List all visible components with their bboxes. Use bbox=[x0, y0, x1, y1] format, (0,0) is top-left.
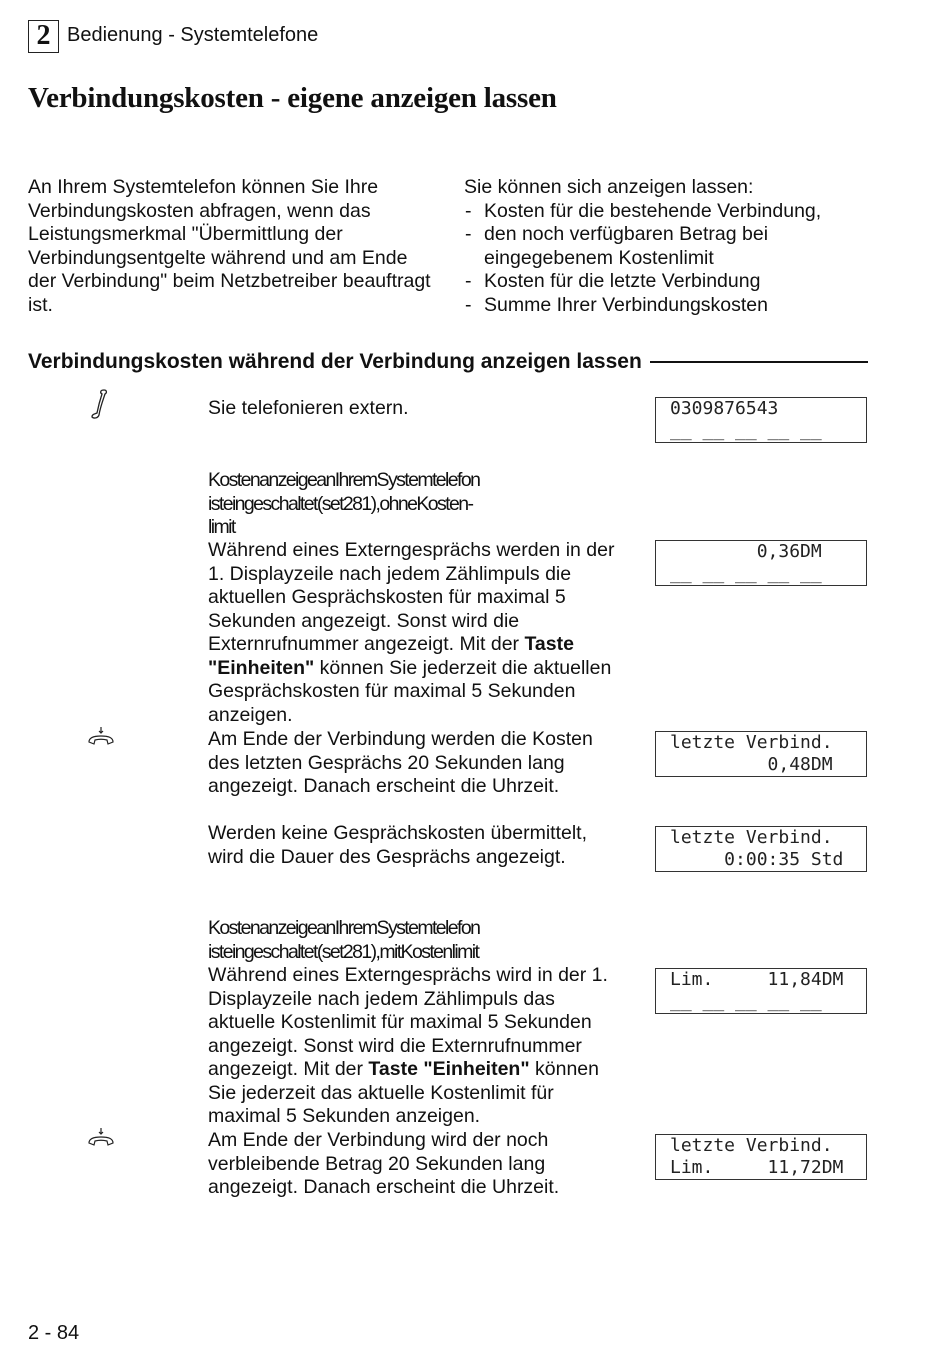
block1-text-b: können Sie jederzeit die aktuellen Gesprächskosten für maximal 5 Sekunden anzeigen. bbox=[208, 656, 612, 726]
key-units-label: Taste "Einheiten" bbox=[368, 1058, 530, 1080]
block2-text-a: Während eines Externgesprächs wird in der 1. Displayzeile nach jedem Zählimpuls das aktuelle Kostenlimit für maximal 5 Sekunden angezeigt. Sonst wird die Externrufnummer angezeigt. Mit der bbox=[208, 964, 608, 1080]
block2-condition-line: isteingeschaltet(set281),mitKostenlimit bbox=[208, 940, 479, 963]
intro-paragraph: An Ihrem Systemtelefon können Sie Ihre Verbindungskosten abfragen, wenn das Leistungsmerkmal "Übermittlung der Verbindungsentgelte während und am Ende der Verbindung" beim Netzbetreiber beauftragt ist. bbox=[28, 176, 431, 316]
list-item: - den noch verfügbaren Betrag bei eingegebenem Kostenlimit bbox=[464, 223, 884, 270]
step-extern-text: Sie telefonieren extern. bbox=[208, 397, 409, 419]
section-rule bbox=[650, 361, 868, 363]
handset-hangup-icon bbox=[86, 726, 116, 748]
display-line-1: letzte Verbind. bbox=[670, 732, 833, 753]
list-item: - Summe Ihrer Verbindungskosten bbox=[464, 294, 884, 318]
intro-options bbox=[464, 176, 884, 317]
block2-condition-line: KostenanzeigeanIhremSystemtelefon bbox=[208, 917, 480, 939]
intro-options-lead: Sie können sich anzeigen lassen: bbox=[464, 176, 754, 198]
list-item: - Kosten für die bestehende Verbindung, bbox=[464, 200, 884, 224]
display-line-2: 0,48DM bbox=[670, 754, 833, 775]
display-line-1: letzte Verbind. bbox=[670, 1135, 833, 1156]
display-line-1: letzte Verbind. bbox=[670, 827, 833, 848]
section-heading bbox=[28, 350, 868, 374]
chapter-number-box bbox=[28, 20, 59, 53]
handset-lifted-icon bbox=[88, 388, 110, 420]
page-number: 2 - 84 bbox=[28, 1322, 80, 1344]
section-heading-text: Verbindungskosten während der Verbindung anzeigen lassen bbox=[28, 350, 642, 373]
list-item: - Kosten für die letzte Verbindung bbox=[464, 270, 884, 294]
intro-options-list bbox=[464, 200, 884, 318]
block1-end-text: Am Ende der Verbindung werden die Kosten des letzten Gesprächs 20 Sekunden lang angezeigt. Danach erscheint die Uhrzeit. bbox=[208, 728, 593, 797]
block1-condition-line: isteingeschaltet(set281),ohneKosten- bbox=[208, 492, 473, 515]
block2-text-b: können Sie jederzeit das aktuelle Kostenlimit für maximal 5 Sekunden anzeigen. bbox=[208, 1058, 599, 1127]
block2-condition bbox=[208, 917, 628, 964]
running-header: Bedienung - Systemtelefone bbox=[67, 24, 319, 46]
display-line-2: __ __ __ __ __ bbox=[670, 420, 822, 441]
block1-duration-text: Werden keine Gesprächskosten übermittelt, wird die Dauer des Gesprächs angezeigt. bbox=[208, 822, 587, 868]
block1-text-a: Während eines Externgesprächs werden in der 1. Displayzeile nach jedem Zählimpuls die aktuellen Gesprächskosten für maximal 5 Sekunden angezeigt. Sonst wird die Externrufnummer angezeigt. Mit der bbox=[208, 539, 615, 655]
chapter-number: 2 bbox=[36, 20, 51, 51]
display-line-1: Lim. 11,84DM bbox=[670, 969, 844, 990]
display-current-costs bbox=[655, 540, 867, 586]
block2-description bbox=[208, 964, 620, 1129]
block1-condition-line: limit bbox=[208, 516, 235, 538]
display-last-call-duration bbox=[655, 826, 867, 872]
block1-condition-line: KostenanzeigeanIhremSystemtelefon bbox=[208, 469, 480, 491]
display-line-2: __ __ __ __ __ bbox=[670, 563, 822, 584]
display-line-1: 0,36DM bbox=[670, 541, 822, 562]
handset-hangup-icon bbox=[86, 1127, 116, 1149]
page-title: Verbindungskosten - eigene anzeigen lassen bbox=[28, 82, 557, 114]
display-last-call-costs bbox=[655, 731, 867, 777]
display-phone-number bbox=[655, 397, 867, 443]
display-remaining-limit bbox=[655, 1134, 867, 1180]
display-line-2: 0:00:35 Std bbox=[670, 849, 844, 870]
block2-end-text: Am Ende der Verbindung wird der noch verbleibende Betrag 20 Sekunden lang angezeigt. Danach erscheint die Uhrzeit. bbox=[208, 1129, 560, 1198]
display-cost-limit bbox=[655, 968, 867, 1014]
display-line-2: __ __ __ __ __ bbox=[670, 991, 822, 1012]
display-line-1: 0309876543 bbox=[670, 398, 779, 419]
key-units-label: Taste "Einheiten" bbox=[208, 633, 574, 679]
display-line-2: Lim. 11,72DM bbox=[670, 1157, 844, 1178]
block1-condition bbox=[208, 469, 628, 540]
block1-description bbox=[208, 539, 620, 727]
